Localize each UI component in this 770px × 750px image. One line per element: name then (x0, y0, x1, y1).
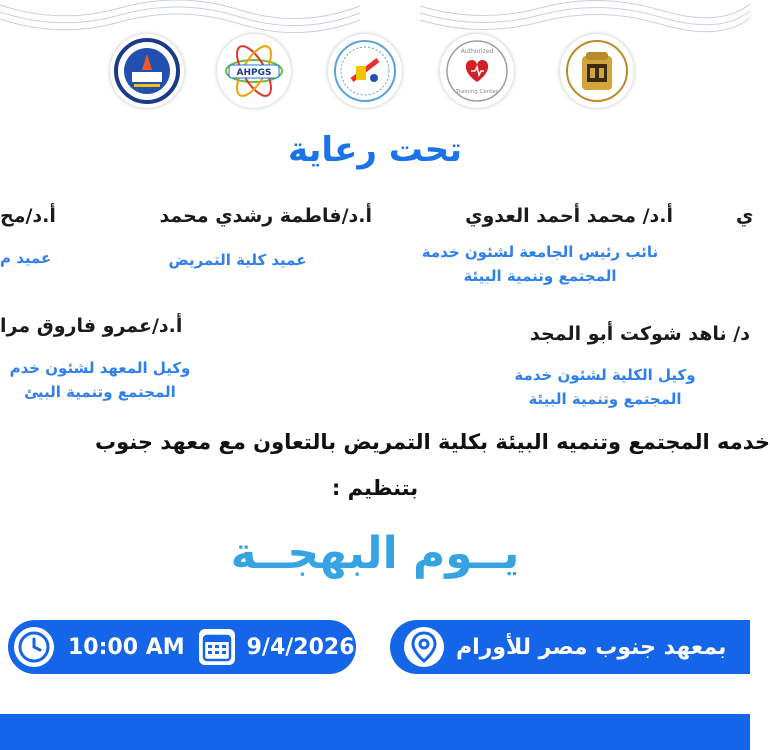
patron-name-1: أ.د/ محمد أحمد العدوي (465, 205, 673, 227)
patron-name-2: أ.د/فاطمة رشدي محمد (159, 205, 372, 227)
organize-label: بتنظيم : (331, 476, 419, 500)
patron-role-5 (505, 363, 705, 411)
patronage-title: تحت رعاية (287, 130, 463, 170)
patron-role-5-line-2: المجتمع وتنمية البيئة (528, 390, 682, 408)
patron-name-6: أ.د/عمرو فاروق مرا (0, 315, 183, 337)
datetime-pill (8, 620, 356, 674)
heart-icon (442, 36, 512, 106)
university-logo (560, 34, 634, 108)
patron-role-2 (160, 248, 315, 272)
ahpgs-logo-text: AHPGS (236, 68, 272, 78)
patron-role-1-line-2: المجتمع وتنمية البيئة (463, 267, 617, 285)
event-title: يــوم البهجــة (230, 528, 520, 579)
patron-role-6 (0, 356, 200, 404)
institute-emblem-icon (112, 36, 182, 106)
training-center-text: Training Center (456, 89, 498, 95)
event-time: 10:00 AM (68, 634, 185, 660)
university-emblem-icon (562, 36, 632, 106)
event-date: 9/4/2026 (246, 634, 355, 660)
clock-icon (14, 627, 54, 667)
collaboration-text: خدمه المجتمع وتنميه البيئة بكلية التمريض بالتعاون مع معهد جنوب (95, 430, 770, 454)
patron-role-6-line-1: وكيل المعهد لشئون خدم (9, 359, 191, 377)
patron-role-2-line-1: عميد كلية التمريض (168, 251, 307, 269)
patron-role-5-line-1: وكيل الكلية لشئون خدمة (514, 366, 696, 384)
patron-name-3: أ.د/مح (0, 205, 56, 227)
authorized-training-center-logo (440, 34, 514, 108)
patron-name-4: ي (736, 205, 754, 227)
bottom-bar (0, 714, 750, 750)
quality-seal-icon (330, 36, 400, 106)
patron-role-3 (0, 246, 51, 270)
location-pin-icon (404, 627, 444, 667)
patron-role-1 (405, 240, 675, 288)
patron-role-6-line-2: المجتمع وتنمية البيئ (24, 383, 176, 401)
patron-name-5: د/ ناهد شوكت أبو المجد (530, 323, 750, 345)
atom-icon (219, 36, 289, 106)
patron-role-3-line-1: عميد م (0, 249, 52, 267)
ahpgs-logo (217, 34, 291, 108)
event-location: بمعهد جنوب مصر للأورام (456, 634, 727, 660)
calendar-icon (199, 629, 235, 665)
location-pill (390, 620, 750, 674)
authorized-text: Authorized (460, 48, 494, 55)
patron-role-1-line-1: نائب رئيس الجامعة لشئون خدمة (421, 243, 659, 261)
quality-unit-logo (328, 34, 402, 108)
institute-logo (110, 34, 184, 108)
